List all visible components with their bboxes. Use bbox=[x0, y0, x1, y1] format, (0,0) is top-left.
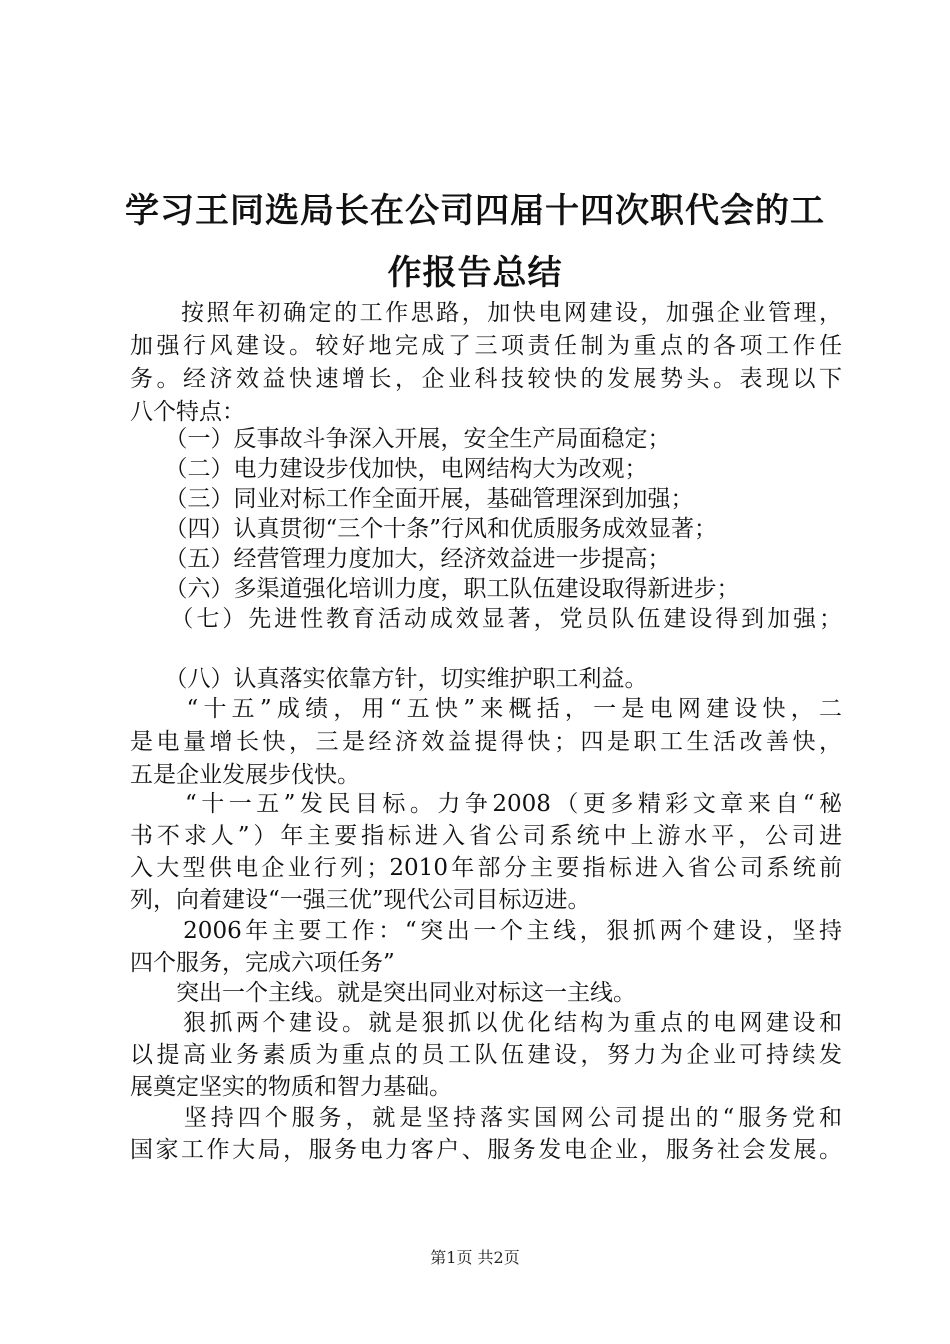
body-line: （一）反事故斗争深入开展，安全生产局面稳定； bbox=[130, 426, 671, 452]
body-line: （六）多渠道强化培训力度，职工队伍建设取得新进步； bbox=[130, 576, 740, 602]
body-line: 四个服务，完成六项任务” bbox=[130, 950, 395, 976]
body-line: 是电量增长快，三是经济效益提得快；四是职工生活改善快， bbox=[130, 729, 842, 755]
body-line: 按照年初确定的工作思路，加快电网建设，加强企业管理， bbox=[130, 300, 842, 326]
body-line: 书不求人”）年主要指标进入省公司系统中上游水平，公司进 bbox=[130, 823, 842, 849]
body-line: 加强行风建设。较好地完成了三项责任制为重点的各项工作任 bbox=[130, 333, 842, 359]
page-number: 第1页 共2页 bbox=[430, 1248, 520, 1267]
body-line: （三）同业对标工作全面开展，基础管理深到加强； bbox=[130, 486, 694, 512]
body-line: “十一五”发民目标。力争2008（更多精彩文章来自“秘 bbox=[130, 791, 842, 817]
body-line: 展奠定坚实的物质和智力基础。 bbox=[130, 1074, 452, 1100]
body-line: （五）经营管理力度加大，经济效益进一步提高； bbox=[130, 546, 671, 572]
page-title-line-1: 学习王同选局长在公司四届十四次职代会的工 bbox=[125, 191, 825, 231]
body-line: 列，向着建设“一强三优”现代公司目标迈进。 bbox=[130, 887, 591, 913]
body-line: （二）电力建设步伐加快，电网结构大为改观； bbox=[130, 456, 648, 482]
page-title-line-2: 作报告总结 bbox=[387, 253, 563, 293]
body-line: （四）认真贯彻“三个十条”行风和优质服务成效显著； bbox=[130, 516, 718, 542]
body-line: 入大型供电企业行列；2010年部分主要指标进入省公司系统前 bbox=[130, 855, 842, 881]
body-line: 2006年主要工作：“突出一个主线，狠抓两个建设，坚持 bbox=[130, 918, 842, 944]
body-line: “十五”成绩，用“五快”来概括，一是电网建设快，二 bbox=[130, 696, 842, 722]
body-line: 坚持四个服务，就是坚持落实国网公司提出的“服务党和 bbox=[130, 1105, 842, 1131]
body-line: 八个特点： bbox=[130, 399, 245, 425]
body-line: 狠抓两个建设。就是狠抓以优化结构为重点的电网建设和 bbox=[130, 1010, 842, 1036]
body-line: 突出一个主线。就是突出同业对标这一主线。 bbox=[130, 980, 636, 1006]
body-line: （八）认真落实依靠方针，切实维护职工利益。 bbox=[130, 666, 648, 692]
body-line: 五是企业发展步伐快。 bbox=[130, 762, 360, 788]
body-line: 以提高业务素质为重点的员工队伍建设，努力为企业可持续发 bbox=[130, 1042, 842, 1068]
body-line: 务。经济效益快速增长，企业科技较快的发展势头。表现以下 bbox=[130, 366, 842, 392]
body-line: 国家工作大局，服务电力客户、服务发电企业，服务社会发展。 bbox=[130, 1137, 842, 1163]
body-line: （七）先进性教育活动成效显著，党员队伍建设得到加强； bbox=[130, 606, 842, 632]
